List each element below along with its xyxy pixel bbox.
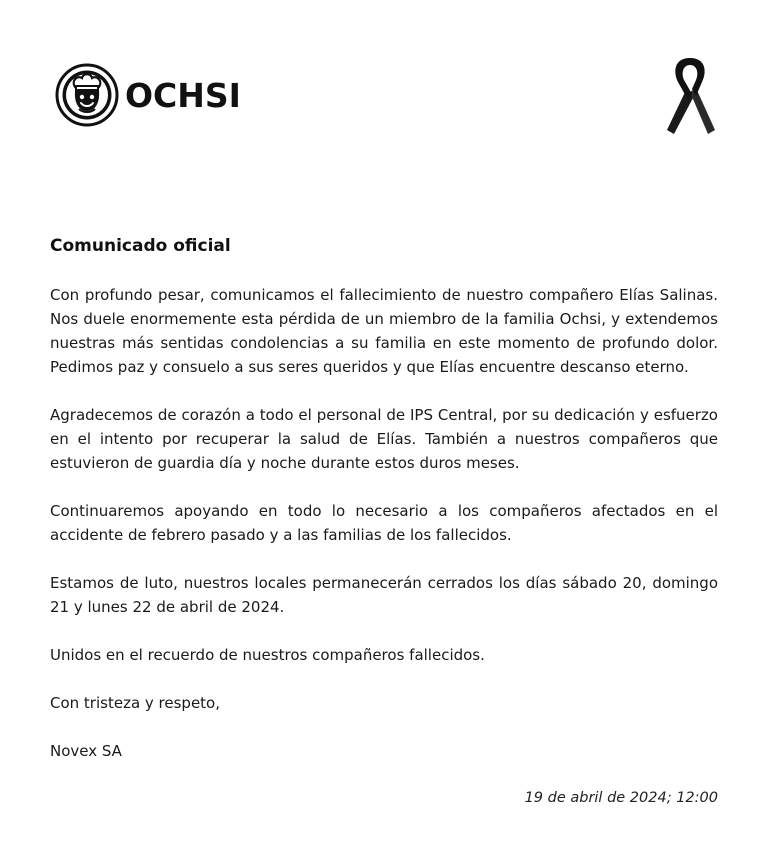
letter-signature: Novex SA bbox=[50, 742, 122, 760]
letter-title: Comunicado oficial bbox=[50, 236, 231, 256]
company-logo bbox=[55, 63, 241, 127]
letter-paragraph: Continuaremos apoyando en todo lo necesario a los compañeros afectados en el accidente de febrero pasado y a las familias de los fallecidos. bbox=[50, 502, 718, 544]
company-name: OCHSI bbox=[125, 75, 241, 115]
letter-paragraph: Con profundo pesar, comunicamos el fallecimiento de nuestro compañero Elías Salinas. Nos duele enormemente esta pérdida de un miembro de la familia Ochsi, y extendemos nuestras más sentidas condolencias a su familia en este momento de profundo dolor. Pedimos paz y consuelo a sus seres queridos y que Elías encuentre descanso eterno. bbox=[50, 286, 718, 376]
letter-paragraph: Estamos de luto, nuestros locales permanecerán cerrados los días sábado 20, domingo 21 y lunes 22 de abril de 2024. bbox=[50, 574, 718, 616]
letter-date: 19 de abril de 2024; 12:00 bbox=[524, 790, 718, 806]
letter-body bbox=[50, 233, 718, 763]
letter-closing: Con tristeza y respeto, bbox=[50, 694, 221, 712]
letter-header bbox=[0, 0, 770, 150]
letter-paragraph: Agradecemos de corazón a todo el personal de IPS Central, por su dedicación y esfuerzo en el intento por recuperar la salud de Elías. También a nuestros compañeros que estuvieron de guardia día y noche durante estos duros meses. bbox=[50, 406, 718, 472]
letter-paragraph: Unidos en el recuerdo de nuestros compañeros fallecidos. bbox=[50, 646, 485, 664]
chef-mascot-icon bbox=[55, 63, 119, 127]
mourning-ribbon-icon bbox=[664, 56, 716, 136]
